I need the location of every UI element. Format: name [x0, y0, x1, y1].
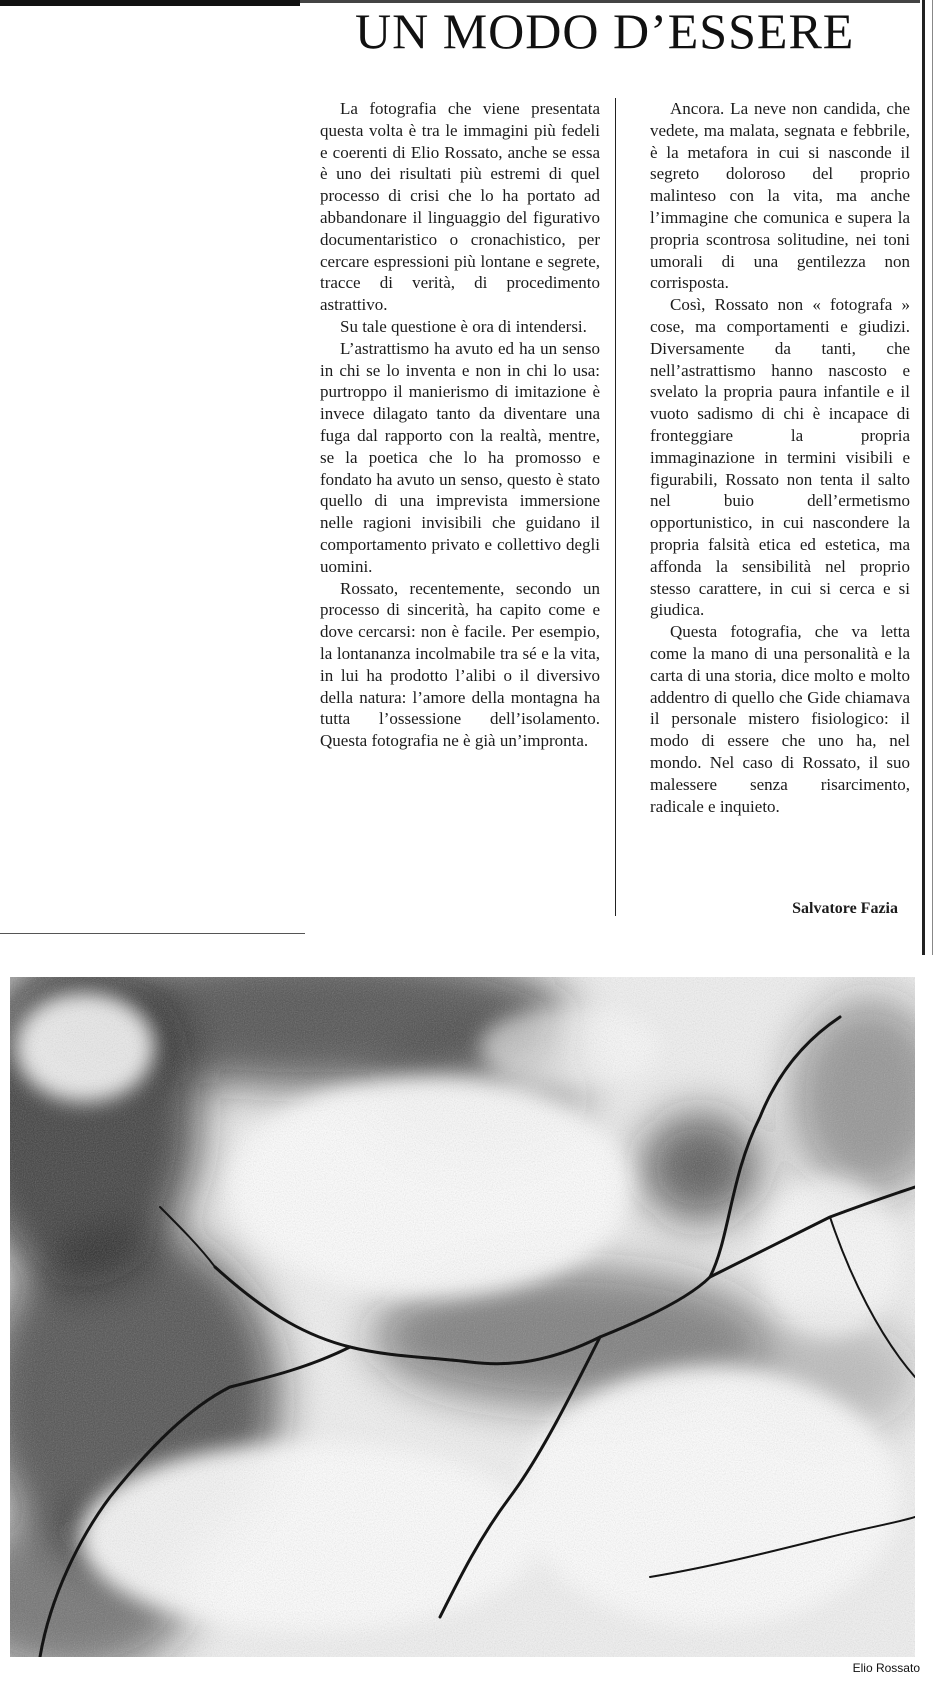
abstract-snow-photograph [10, 977, 915, 1657]
column-divider [615, 98, 616, 916]
page-edge [922, 0, 925, 955]
article-title: UN MODO D’ESSERE [355, 3, 855, 59]
right-column [650, 98, 910, 817]
paragraph: Rossato, recentemente, secondo un processo di sincerità, ha capito come e dove cercarsi: non è facile. Per esempio, la lontananza incolmabile tra sé e la vita, in lui ha prodotto l’alibi o il diversivo della natura: l’amore della montagna ha tutta l’ossessione dell’isolamento. Questa fotografia ne è già un’impronta. [320, 578, 600, 751]
left-column [320, 98, 600, 752]
paragraph: Su tale questione è ora di intendersi. [340, 316, 587, 336]
separator-rule [0, 933, 305, 934]
author-signature: Salvatore Fazia [792, 900, 898, 917]
paragraph: La fotografia che viene presentata questa volta è tra le immagini più fedeli e coerenti di Elio Rossato, anche se essa è uno dei risultati più estremi di quel processo di crisi che lo ha portato ad abbandonare il linguaggio del figurativo documentaristico o cronachistico, per cercare espressioni più lontane e segrete, tracce di verità, di procedimento astrattivo. [320, 99, 600, 315]
photo-credit: Elio Rossato [852, 1661, 920, 1675]
paragraph: L’astrattismo ha avuto ed ha un senso in chi se lo inventa e non in chi lo usa: purtroppo il manierismo di imitazione è invece dilagato tanto da diventare una fuga dal rapporto con la realtà, mentre, se la poetica che lo ha promosso e fondato ha avuto un senso, questo è stato quello di una imprevista immersione nelle ragioni invisibili che guidano il comportamento privato e collettivo degli uomini. [320, 338, 600, 576]
paragraph: Così, Rossato non « fotografa » cose, ma comportamenti e giudizi. Diversamente da tanti, che nell’astrattismo hanno nascosto e svelato la propria paura infantile e il vuoto sadismo di chi è incapace di fronteggiare la propria immaginazione in termini visibili e figurabili, Rossato non tenta il salto nel buio dell’ermetismo opportunistico, in cui nascondere la propria falsità etica ed estetica, ma affonda la sensibilità nel proprio stesso carattere, in cui si cerca e si giudica. [650, 295, 910, 620]
paragraph: Ancora. La neve non candida, che vedete, ma malata, segnata e febbrile, è la metafora in cui si nasconde il segreto doloroso del proprio malinteso con la vita, ma anche l’immagine che comunica e supera la propria scontrosa solitudine, nei toni umorali di una gentilezza non corrisposta. [650, 99, 910, 293]
top-rule [0, 0, 300, 6]
paragraph: Questa fotografia, che va letta come la mano di una personalità e la carta di una storia, dice molto e molto addentro di quello che Gide chiamava il personale mistero fisiologico: il modo di essere che uno ha, nel mondo. Nel caso di Rossato, il suo malessere senza risarcimento, radicale e inquieto. [650, 622, 910, 816]
page-edge-thin [932, 0, 933, 955]
